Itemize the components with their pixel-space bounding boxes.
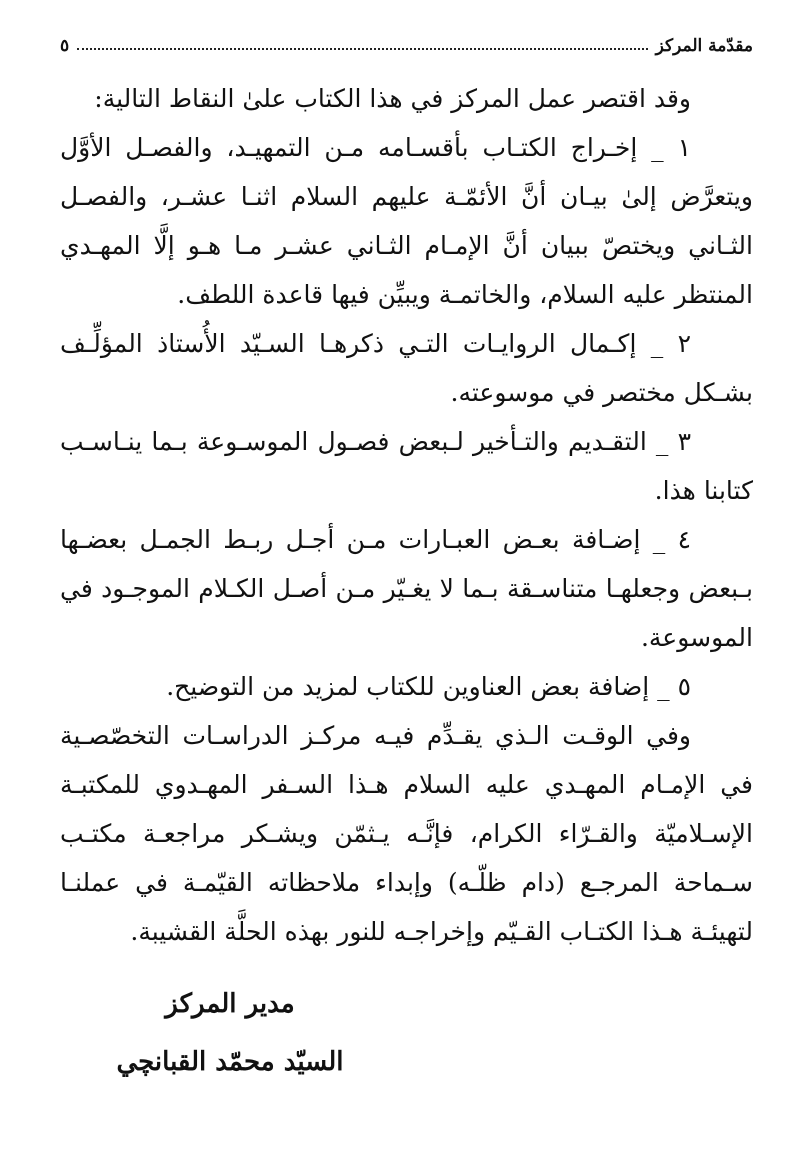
intro-paragraph: وقد اقتصر عمل المركز في هذا الكتاب علىٰ النقاط التالية:	[94, 84, 691, 113]
closing-paragraph: وفي الوقـت الـذي يقـدِّم فيـه مركـز الدراسـات التخصّصـية في الإمـام المهـدي عليه السلام هـذا السـفر المهـدوي للمكتبـة الإسـلاميّة والقـرّاء الكرام، فإنَّـه يـثمّن ويشـكر مراجعـة مكتـب سـماحة المرجـع (دام ظلّـه) وإبداء ملاحظاته القيّمـة في عملنـا لتهيئـة هـذا الكتـاب القـيّم وإخراجـه للنور بهذه الحلَّة القشيبة.	[60, 721, 753, 946]
running-head-title: مقدّمة المركز	[655, 36, 753, 56]
point-3: ٣ _ التقـديم والتـأخير لـبعض فصـول الموسـوعة بـما ينـاسـب كتابنا هذا.	[60, 427, 753, 505]
point-4: ٤ _ إضـافة بعـض العبـارات مـن أجـل ربـط الجمـل بعضـها بـبعض وجعلهـا متناسـقة بـما لا يغـيّر مـن أصـل الكـلام الموجـود في الموسوعة.	[60, 525, 753, 652]
point-1: ١ _ إخـراج الكتـاب بأقسـامه مـن التمهيـد، والفصـل الأوَّل ويتعرَّض إلىٰ بيـان أنَّ الأئمّـة عليهم السلام اثنـا عشـر، والفصـل الثـاني ويختصّ ببيان أنَّ الإمـام الثـاني عشـر مـا هـو إلَّا المهـدي المنتظر عليه السلام، والخاتمـة ويبيِّن فيها قاعدة اللطف.	[60, 133, 753, 309]
point-5: ٥ _ إضافة بعض العناوين للكتاب لمزيد من التوضيح.	[166, 672, 691, 701]
signature-name: السيّد محمّد القبانچي	[116, 1047, 344, 1077]
point-2: ٢ _ إكـمال الروايـات التـي ذكرهـا السـيّد الأُستاذ المؤلِّـف بشـكل مختصر في موسوعته.	[60, 329, 753, 407]
signature-block	[70, 975, 390, 1091]
dotted-leader	[77, 48, 648, 50]
signature-role: مدير المركز	[165, 989, 295, 1019]
body-text	[60, 74, 753, 956]
running-head	[60, 26, 753, 56]
page-number: ٥	[60, 36, 70, 56]
